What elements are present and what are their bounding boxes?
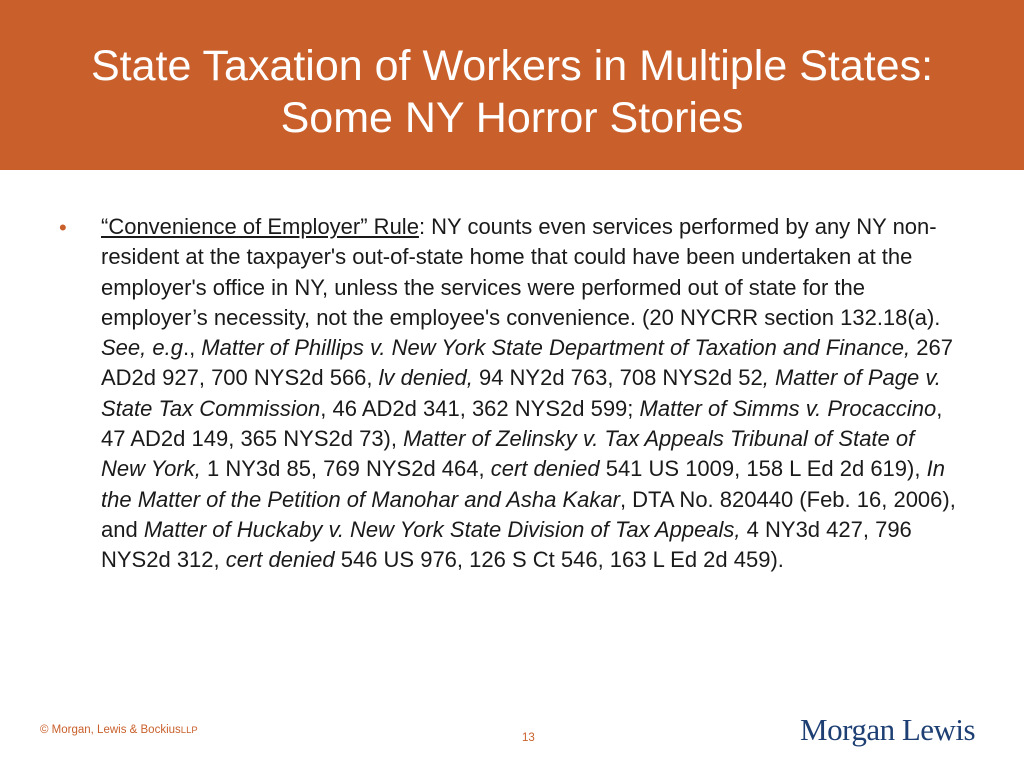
rule-label: “Convenience of Employer” Rule [101, 214, 419, 239]
text-seg-5: , 46 AD2d 341, 362 NYS2d 599; [320, 395, 640, 421]
text-seg-2: ., [182, 335, 202, 361]
copyright-text: © Morgan, Lewis & Bockius [40, 724, 181, 736]
text-seg-9: , DTA No. 820440 (Feb. 16, 2006), and [101, 486, 956, 542]
bullet-marker: • [59, 215, 67, 240]
italic-seg-4: , Matter of Page v. State Tax Commission [101, 365, 941, 421]
text-seg-1: : NY counts even services performed by any NY non-resident at the taxpayer's out-of-state home that could have been undertaken at the employer's office in NY, unless the services were performed out of state for the employer’s necessity, not the employee's convenience. (20 NYCRR section 132.18(a). [101, 214, 941, 330]
text-seg-8: 541 US 1009, 158 L Ed 2d 619), [599, 456, 927, 482]
text-seg-4: 94 NY2d 763, 708 NYS2d 52 [472, 365, 763, 391]
italic-seg-1: See, e.g [101, 335, 183, 361]
italic-seg-5: Matter of Simms v. Procaccino [639, 395, 937, 421]
italic-seg-6: Matter of Zelinsky v. Tax Appeals Tribunal of State of New York, [101, 426, 915, 482]
bullet-text [101, 212, 959, 576]
text-seg-10: 4 NY3d 427, 796 NYS2d 312, [101, 516, 912, 573]
morgan-lewis-logo: Morgan Lewis [800, 712, 976, 747]
title-line-1: State Taxation of Workers in Multiple States: [90, 42, 934, 90]
copyright-notice [40, 724, 198, 736]
italic-seg-3: lv denied, [378, 365, 473, 391]
title-line-2: Some NY Horror Stories [280, 94, 744, 142]
page-number: 13 [522, 732, 535, 744]
italic-seg-9: Matter of Huckaby v. New York State Division of Tax Appeals, [143, 516, 741, 542]
text-seg-11: 546 US 976, 126 S Ct 546, 163 L Ed 2d 459). [334, 547, 784, 573]
italic-seg-10: cert denied [225, 547, 335, 573]
copyright-llp: LLP [180, 725, 198, 736]
text-seg-7: 1 NY3d 85, 769 NYS2d 464, [200, 456, 491, 482]
slide-title [0, 40, 1024, 144]
italic-seg-7: cert denied [490, 456, 600, 482]
italic-seg-2: Matter of Phillips v. New York State Department of Taxation and Finance, [201, 335, 911, 361]
text-seg-6: , 47 AD2d 149, 365 NYS2d 73), [101, 395, 943, 452]
italic-seg-8: In the Matter of the Petition of Manohar and Asha Kakar [101, 456, 945, 512]
text-seg-3: 267 AD2d 927, 700 NYS2d 566, [101, 335, 953, 391]
